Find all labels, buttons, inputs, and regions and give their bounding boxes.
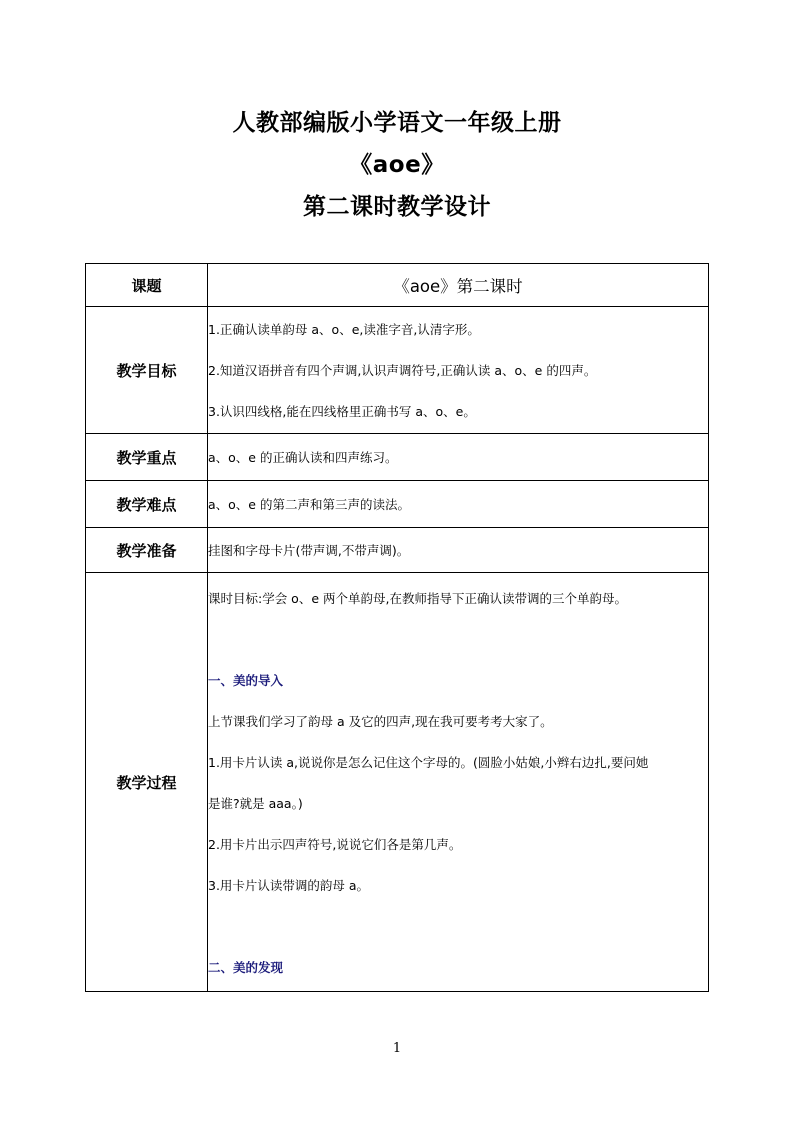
process-step: 1.用卡片认读 a,说说你是怎么记住这个字母的。(圆脸小姑娘,小辫右边扎,要问她 bbox=[208, 755, 649, 770]
process-objective: 课时目标:学会 o、e 两个单韵母,在教师指导下正确认读带调的三个单韵母。 bbox=[208, 591, 627, 606]
key-points-label: 教学重点 bbox=[86, 434, 208, 481]
topic-value: 《aoe》第二课时 bbox=[208, 264, 709, 307]
document-title: 人教部编版小学语文一年级上册 bbox=[232, 110, 562, 136]
process-paragraph: 上节课我们学习了韵母 a 及它的四声,现在我可要考考大家了。 bbox=[208, 714, 553, 729]
blank-line bbox=[208, 906, 708, 947]
difficulties-label: 教学难点 bbox=[86, 481, 208, 528]
table-row-topic bbox=[86, 264, 709, 307]
table-row-process bbox=[86, 573, 709, 992]
lesson-title: 《aoe》 bbox=[349, 152, 445, 178]
process-content bbox=[208, 573, 709, 992]
preparation-label: 教学准备 bbox=[86, 528, 208, 573]
goal-item: 2.知道汉语拼音有四个声调,认识声调符号,正确认读 a、o、e 的四声。 bbox=[208, 362, 597, 378]
table-row-difficulties bbox=[86, 481, 709, 528]
preparation-content: 挂图和字母卡片(带声调,不带声调)。 bbox=[208, 528, 709, 573]
document-subtitle: 第二课时教学设计 bbox=[303, 194, 491, 220]
process-label: 教学过程 bbox=[86, 573, 208, 992]
blank-line bbox=[208, 619, 708, 660]
key-points-content: a、o、e 的正确认读和四声练习。 bbox=[208, 434, 709, 481]
goals-label: 教学目标 bbox=[86, 307, 208, 434]
difficulties-content: a、o、e 的第二声和第三声的读法。 bbox=[208, 481, 709, 528]
section-heading: 一、美的导入 bbox=[208, 673, 284, 688]
page-number: 1 bbox=[392, 1041, 402, 1056]
topic-label: 课题 bbox=[86, 264, 208, 307]
lesson-plan-table bbox=[85, 263, 709, 992]
section-heading: 二、美的发现 bbox=[208, 960, 284, 975]
process-step: 2.用卡片出示四声符号,说说它们各是第几声。 bbox=[208, 837, 462, 852]
process-step: 3.用卡片认读带调的韵母 a。 bbox=[208, 878, 370, 893]
goal-item: 3.认识四线格,能在四线格里正确书写 a、o、e。 bbox=[208, 403, 476, 419]
table-row-key-points bbox=[86, 434, 709, 481]
process-step-continued: 是谁?就是 aaa。) bbox=[208, 796, 303, 811]
table-row-goals bbox=[86, 307, 709, 434]
table-row-preparation bbox=[86, 528, 709, 573]
goals-content bbox=[208, 307, 709, 434]
goal-item: 1.正确认读单韵母 a、o、e,读准字音,认清字形。 bbox=[208, 321, 480, 337]
